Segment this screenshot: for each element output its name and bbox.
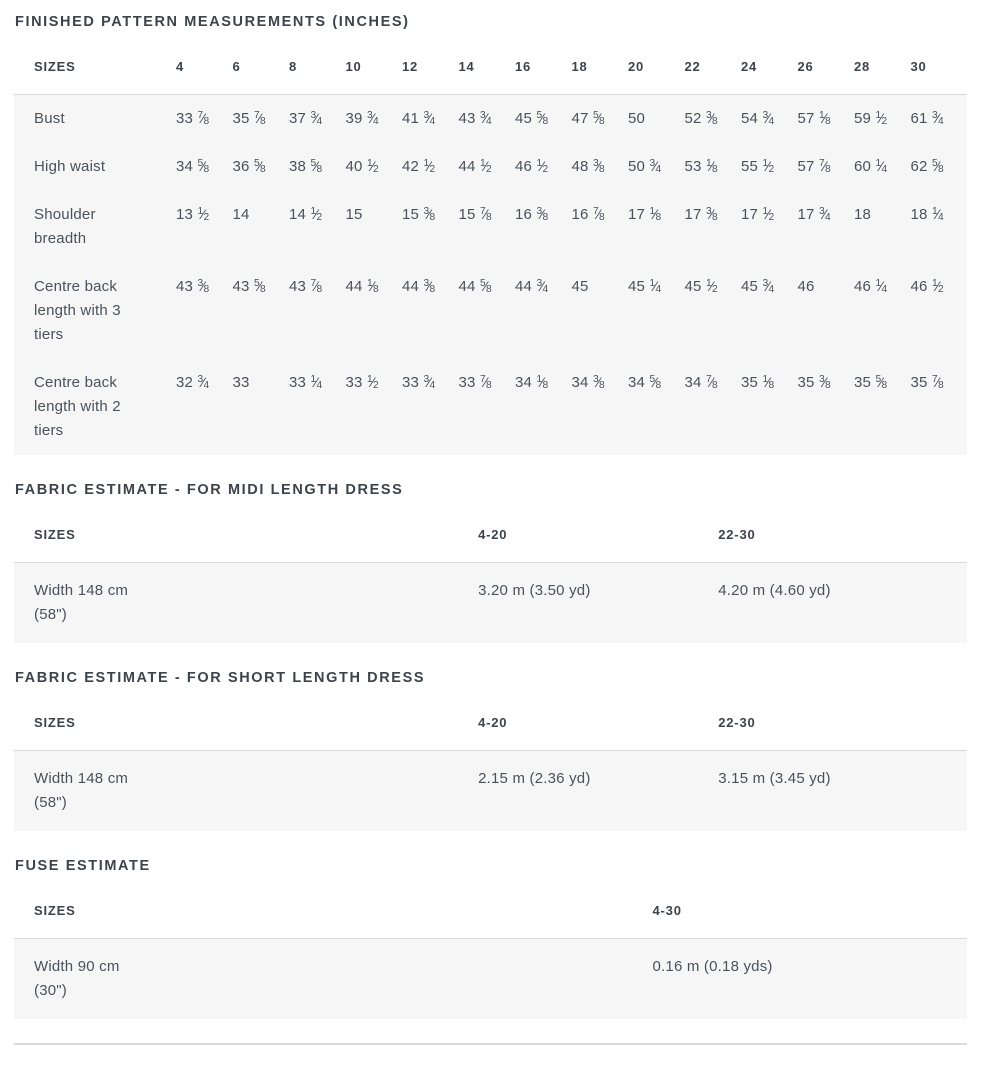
value-cell: 16 $^3⁄_8$ (515, 205, 549, 224)
value-cell: 43 $^3⁄_8$ (176, 277, 210, 296)
size-column-header: 22-30 (718, 499, 967, 563)
fraction: $^3⁄_8$ (197, 277, 210, 296)
table-body (14, 939, 967, 1020)
fraction: $^3⁄_8$ (705, 205, 718, 224)
fraction: $^3⁄_4$ (366, 109, 379, 128)
bottom-divider (14, 1043, 967, 1045)
value-cell: 4.20 m (4.60 yd) (718, 582, 831, 599)
value-cell: 40 $^1⁄_2$ (345, 157, 379, 176)
size-column-header: 18 (572, 31, 629, 95)
value-cell: 33 (232, 374, 250, 391)
section-title: FINISHED PATTERN MEASUREMENTS (INCHES) (15, 14, 410, 30)
section-title: FABRIC ESTIMATE - FOR SHORT LENGTH DRESS (15, 670, 426, 686)
section-fabric-estimate-for-short-length-dress (14, 669, 967, 831)
table-row (14, 563, 967, 644)
size-column-header: 4 (176, 31, 233, 95)
fraction: $^3⁄_4$ (931, 109, 944, 128)
sizes-column-header: SIZES (14, 875, 653, 939)
size-column-header: 4-20 (478, 499, 718, 563)
fraction: $^3⁄_8$ (818, 373, 831, 392)
size-column-header: 4-20 (478, 687, 718, 751)
value-cell: 44 $^5⁄_8$ (458, 277, 492, 296)
value-cell: 47 $^5⁄_8$ (571, 109, 605, 128)
value-cell: 45 (571, 278, 589, 295)
fraction: $^3⁄_4$ (818, 205, 831, 224)
fraction: $^5⁄_8$ (253, 157, 266, 176)
fraction: $^1⁄_4$ (310, 373, 323, 392)
fraction: $^5⁄_8$ (197, 157, 210, 176)
table-row (14, 191, 967, 263)
value-cell: 2.15 m (2.36 yd) (478, 770, 591, 787)
fraction: $^3⁄_8$ (423, 277, 436, 296)
size-column-header: 8 (289, 31, 346, 95)
table-row (14, 263, 967, 359)
fraction: $^7⁄_8$ (931, 373, 944, 392)
value-cell: 13 $^1⁄_2$ (176, 205, 210, 224)
value-cell: 62 $^5⁄_8$ (910, 157, 944, 176)
table-row (14, 143, 967, 191)
row-label-cell (14, 143, 176, 191)
fraction: $^1⁄_2$ (762, 157, 775, 176)
header-row (14, 499, 967, 563)
fraction: $^3⁄_4$ (423, 373, 436, 392)
sizes-column-header: SIZES (14, 31, 176, 95)
fraction: $^3⁄_4$ (762, 277, 775, 296)
row-label: Centre back length with 2 tiers (34, 374, 121, 439)
size-column-header: 24 (741, 31, 798, 95)
value-cell: 17 $^1⁄_8$ (628, 205, 662, 224)
section-finished-pattern-measurements-inches (14, 13, 967, 455)
fraction: $^3⁄_8$ (592, 373, 605, 392)
size-column-header: 22 (685, 31, 742, 95)
value-cell: 53 $^1⁄_8$ (684, 157, 718, 176)
value-cell: 45 $^3⁄_4$ (741, 277, 775, 296)
fraction: $^3⁄_4$ (649, 157, 662, 176)
value-cell: 18 (854, 206, 872, 223)
value-cell: 43 $^3⁄_4$ (458, 109, 492, 128)
value-cell: 57 $^1⁄_8$ (797, 109, 831, 128)
size-column-header: 26 (798, 31, 855, 95)
section-title: FUSE ESTIMATE (15, 858, 151, 874)
fraction: $^1⁄_2$ (705, 277, 718, 296)
value-cell: 54 $^3⁄_4$ (741, 109, 775, 128)
value-cell: 46 (797, 278, 815, 295)
value-cell: 32 $^3⁄_4$ (176, 373, 210, 392)
value-cell: 46 $^1⁄_2$ (910, 277, 944, 296)
fraction: $^3⁄_4$ (536, 277, 549, 296)
sections-container (14, 13, 967, 1019)
value-cell: 34 $^5⁄_8$ (176, 157, 210, 176)
fraction: $^1⁄_8$ (705, 157, 718, 176)
value-cell: 15 $^7⁄_8$ (458, 205, 492, 224)
value-cell: 34 $^7⁄_8$ (684, 373, 718, 392)
fraction: $^1⁄_4$ (649, 277, 662, 296)
table-body (14, 95, 967, 456)
table-body (14, 751, 967, 832)
table-header (14, 875, 967, 939)
size-column-header: 4-30 (653, 875, 968, 939)
value-cell: 17 $^3⁄_4$ (797, 205, 831, 224)
row-label-cell (14, 563, 478, 644)
section-fabric-estimate-for-midi-length-dress (14, 481, 967, 643)
fraction: $^7⁄_8$ (818, 157, 831, 176)
row-label: Shoulder breadth (34, 206, 96, 247)
fraction: $^1⁄_2$ (875, 109, 888, 128)
value-cell: 55 $^1⁄_2$ (741, 157, 775, 176)
value-cell: 37 $^3⁄_4$ (289, 109, 323, 128)
value-cell: 17 $^3⁄_8$ (684, 205, 718, 224)
value-cell: 33 $^1⁄_4$ (289, 373, 323, 392)
pattern-size-guide-page (0, 13, 988, 1075)
value-cell: 35 $^5⁄_8$ (854, 373, 888, 392)
row-label-cell (14, 751, 478, 832)
fraction: $^1⁄_8$ (818, 109, 831, 128)
fraction: $^1⁄_2$ (366, 157, 379, 176)
table-row (14, 95, 967, 144)
fraction: $^7⁄_8$ (253, 109, 266, 128)
fraction: $^3⁄_4$ (197, 373, 210, 392)
row-label-cell (14, 359, 176, 455)
value-cell: 36 $^5⁄_8$ (232, 157, 266, 176)
fraction: $^1⁄_8$ (649, 205, 662, 224)
value-cell: 35 $^3⁄_8$ (797, 373, 831, 392)
row-label-cell (14, 263, 176, 359)
value-cell: 39 $^3⁄_4$ (345, 109, 379, 128)
fraction: $^1⁄_8$ (762, 373, 775, 392)
row-label: Width 148 cm (58") (34, 582, 129, 623)
size-column-header: 12 (402, 31, 459, 95)
value-cell: 15 $^3⁄_8$ (402, 205, 436, 224)
fraction: $^7⁄_8$ (592, 205, 605, 224)
size-column-header: 16 (515, 31, 572, 95)
fraction: $^7⁄_8$ (705, 373, 718, 392)
fraction: $^3⁄_8$ (705, 109, 718, 128)
value-cell: 41 $^3⁄_4$ (402, 109, 436, 128)
fraction: $^1⁄_4$ (875, 157, 888, 176)
fraction: $^5⁄_8$ (310, 157, 323, 176)
value-cell: 33 $^7⁄_8$ (458, 373, 492, 392)
size-column-header: 6 (233, 31, 290, 95)
value-cell: 34 $^1⁄_8$ (515, 373, 549, 392)
header-row (14, 875, 967, 939)
value-cell: 14 $^1⁄_2$ (289, 205, 323, 224)
section-fuse-estimate (14, 857, 967, 1019)
row-label: Bust (34, 110, 65, 127)
value-cell: 33 $^3⁄_4$ (402, 373, 436, 392)
value-cell: 35 $^7⁄_8$ (910, 373, 944, 392)
value-cell: 33 $^1⁄_2$ (345, 373, 379, 392)
fraction: $^1⁄_8$ (536, 373, 549, 392)
row-label-cell (14, 939, 653, 1020)
value-cell: 3.20 m (3.50 yd) (478, 582, 591, 599)
fraction: $^5⁄_8$ (931, 157, 944, 176)
value-cell: 44 $^3⁄_8$ (402, 277, 436, 296)
sizes-column-header: SIZES (14, 499, 478, 563)
row-label: High waist (34, 158, 106, 175)
fraction: $^1⁄_2$ (762, 205, 775, 224)
size-column-header: 22-30 (718, 687, 967, 751)
header-row (14, 687, 967, 751)
value-cell: 59 $^1⁄_2$ (854, 109, 888, 128)
value-cell: 46 $^1⁄_4$ (854, 277, 888, 296)
value-cell: 15 (345, 206, 363, 223)
row-label: Centre back length with 3 tiers (34, 278, 121, 343)
value-cell: 43 $^5⁄_8$ (232, 277, 266, 296)
value-cell: 14 (232, 206, 250, 223)
fraction: $^1⁄_2$ (197, 205, 210, 224)
fuse-estimate-table (14, 875, 967, 1019)
fabric-estimate-for-short-length-dress-table (14, 687, 967, 831)
table-row (14, 359, 967, 455)
value-cell: 42 $^1⁄_2$ (402, 157, 436, 176)
fraction: $^1⁄_4$ (931, 205, 944, 224)
value-cell: 61 $^3⁄_4$ (910, 109, 944, 128)
fraction: $^7⁄_8$ (310, 277, 323, 296)
fraction: $^1⁄_2$ (423, 157, 436, 176)
value-cell: 44 $^1⁄_2$ (458, 157, 492, 176)
size-column-header: 14 (459, 31, 516, 95)
value-cell: 34 $^5⁄_8$ (628, 373, 662, 392)
value-cell: 45 $^1⁄_4$ (628, 277, 662, 296)
table-row (14, 751, 967, 832)
value-cell: 50 $^3⁄_4$ (628, 157, 662, 176)
fraction: $^7⁄_8$ (479, 373, 492, 392)
size-column-header: 10 (346, 31, 403, 95)
table-header (14, 499, 967, 563)
header-row (14, 31, 967, 95)
fraction: $^1⁄_4$ (875, 277, 888, 296)
value-cell: 60 $^1⁄_4$ (854, 157, 888, 176)
size-column-header: 30 (911, 31, 968, 95)
table-body (14, 563, 967, 644)
value-cell: 48 $^3⁄_8$ (571, 157, 605, 176)
row-label-cell (14, 191, 176, 263)
value-cell: 17 $^1⁄_2$ (741, 205, 775, 224)
fraction: $^5⁄_8$ (479, 277, 492, 296)
fraction: $^1⁄_2$ (310, 205, 323, 224)
table-row (14, 939, 967, 1020)
fraction: $^5⁄_8$ (536, 109, 549, 128)
value-cell: 50 (628, 110, 646, 127)
value-cell: 38 $^5⁄_8$ (289, 157, 323, 176)
fraction: $^3⁄_8$ (423, 205, 436, 224)
fraction: $^1⁄_2$ (366, 373, 379, 392)
value-cell: 44 $^1⁄_8$ (345, 277, 379, 296)
fraction: $^3⁄_4$ (479, 109, 492, 128)
fraction: $^5⁄_8$ (253, 277, 266, 296)
fraction: $^7⁄_8$ (197, 109, 210, 128)
value-cell: 35 $^7⁄_8$ (232, 109, 266, 128)
row-label: Width 148 cm (58") (34, 770, 129, 811)
sizes-column-header: SIZES (14, 687, 478, 751)
value-cell: 57 $^7⁄_8$ (797, 157, 831, 176)
row-label-cell (14, 95, 176, 144)
value-cell: 18 $^1⁄_4$ (910, 205, 944, 224)
fraction: $^3⁄_4$ (310, 109, 323, 128)
size-column-header: 20 (628, 31, 685, 95)
fraction: $^1⁄_2$ (536, 157, 549, 176)
fraction: $^7⁄_8$ (479, 205, 492, 224)
fraction: $^3⁄_8$ (592, 157, 605, 176)
fraction: $^5⁄_8$ (592, 109, 605, 128)
value-cell: 33 $^7⁄_8$ (176, 109, 210, 128)
value-cell: 45 $^5⁄_8$ (515, 109, 549, 128)
fraction: $^3⁄_8$ (536, 205, 549, 224)
value-cell: 44 $^3⁄_4$ (515, 277, 549, 296)
table-header (14, 31, 967, 95)
fraction: $^3⁄_4$ (423, 109, 436, 128)
value-cell: 52 $^3⁄_8$ (684, 109, 718, 128)
section-title: FABRIC ESTIMATE - FOR MIDI LENGTH DRESS (15, 482, 404, 498)
fraction: $^1⁄_8$ (366, 277, 379, 296)
value-cell: 34 $^3⁄_8$ (571, 373, 605, 392)
fraction: $^5⁄_8$ (649, 373, 662, 392)
size-column-header: 28 (854, 31, 911, 95)
fraction: $^5⁄_8$ (875, 373, 888, 392)
fraction: $^3⁄_4$ (762, 109, 775, 128)
row-label: Width 90 cm (30") (34, 958, 120, 999)
fraction: $^1⁄_2$ (931, 277, 944, 296)
value-cell: 46 $^1⁄_2$ (515, 157, 549, 176)
value-cell: 43 $^7⁄_8$ (289, 277, 323, 296)
table-header (14, 687, 967, 751)
fraction: $^1⁄_2$ (479, 157, 492, 176)
fabric-estimate-for-midi-length-dress-table (14, 499, 967, 643)
finished-pattern-measurements-inches-table (14, 31, 967, 455)
value-cell: 45 $^1⁄_2$ (684, 277, 718, 296)
value-cell: 35 $^1⁄_8$ (741, 373, 775, 392)
value-cell: 16 $^7⁄_8$ (571, 205, 605, 224)
value-cell: 0.16 m (0.18 yds) (652, 958, 773, 975)
value-cell: 3.15 m (3.45 yd) (718, 770, 831, 787)
